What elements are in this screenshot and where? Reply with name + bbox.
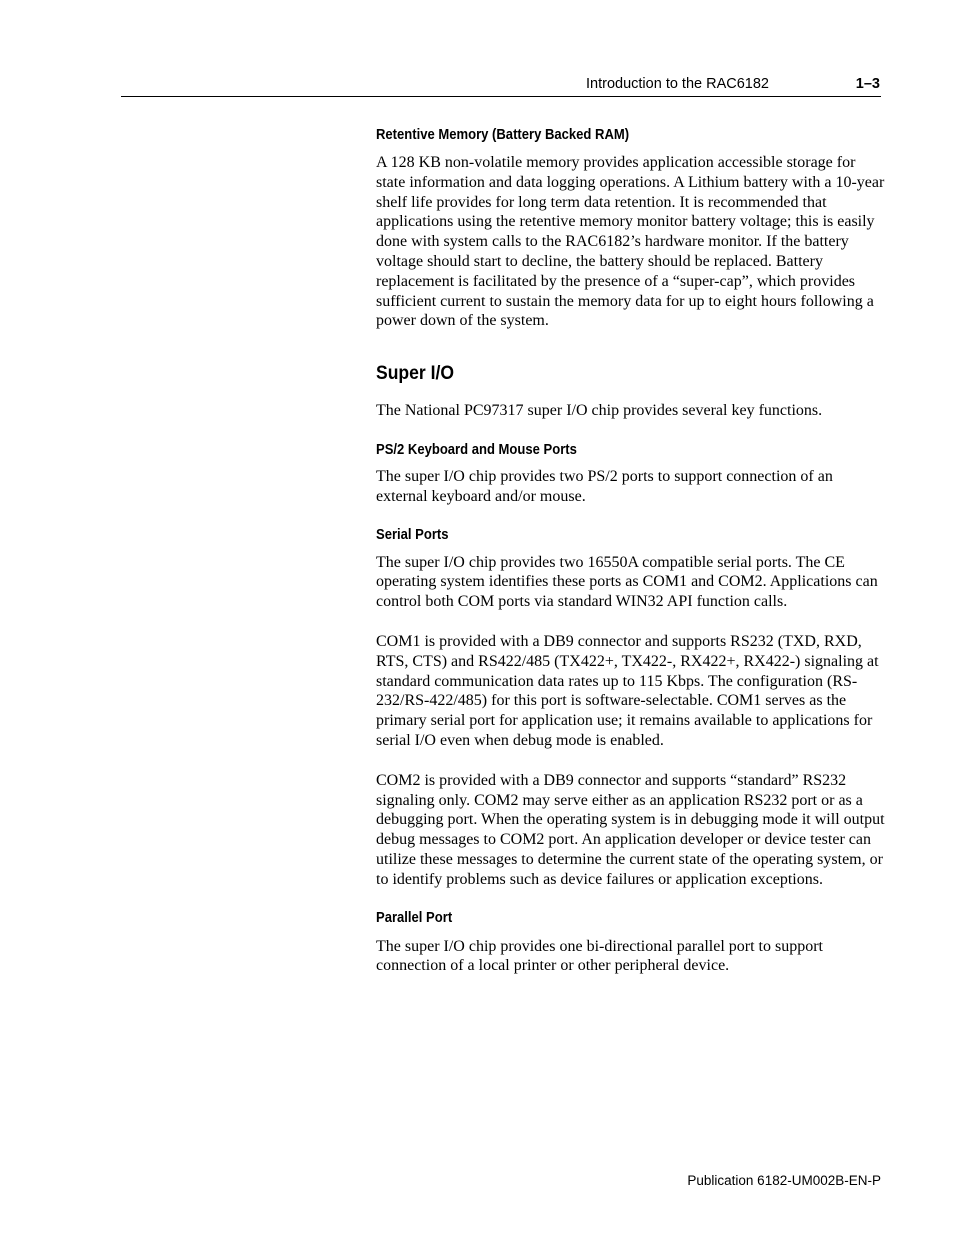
heading-super-io: Super I/O [376,362,455,385]
heading-ps2-ports: PS/2 Keyboard and Mouse Ports [376,441,577,458]
paragraph-retentive-memory: A 128 KB non-volatile memory provides application accessible storage for state information and data logging operations. A Lithium battery with a 10-year shelf life provides for long term data retention. It is recommended that applications using the retentive memory monitor battery voltage; this is easily done with system calls to the RAC6182’s hardware monitor. If the battery voltage should start to decline, the battery should be replaced. Battery replacement is facilitated by the presence of a “super-cap”, which provides sufficient current to sustain the memory data for up to eight hours following a power down of the system. [376,154,885,330]
header-title: Introduction to the RAC6182 [586,76,769,92]
paragraph-serial-ports-1: The super I/O chip provides two 16550A compatible serial ports. The CE operating system identifies these ports as COM1 and COM2. Applications can control both COM ports via standard WIN32 API function calls. [376,553,878,611]
paragraph-serial-ports-3: COM2 is provided with a DB9 connector and supports “standard” RS232 signaling only. COM2 may serve either as an application RS232 port or as a debugging port. When the operating system is in debugging mode it will output debug messages to COM2 port. An application developer or device tester can utilize these messages to determine the current state of the operating system, or to identify problems such as device failures or application exceptions. [376,771,885,888]
heading-serial-ports: Serial Ports [376,526,449,543]
heading-retentive-memory: Retentive Memory (Battery Backed RAM) [376,127,630,143]
page-header [121,76,881,96]
page-footer: Publication 6182-UM002B-EN-P [687,1173,881,1188]
page-number: 1–3 [855,76,880,92]
main-content [376,125,886,976]
paragraph-serial-ports-2: COM1 is provided with a DB9 connector and supports RS232 (TXD, RXD, RTS, CTS) and RS422/485 (TX422+, TX422-, RX422+, RX422-) signaling at standard communication data rates up to 115 Kbps. The configuration (RS-232/RS-422/485) for this port is software-selectable. COM1 serves as the primary serial port for application use; it remains available to applications for serial I/O even when debug mode is enabled. [376,632,879,749]
header-rule [121,96,881,97]
paragraph-parallel-port: The super I/O chip provides one bi-directional parallel port to support connection of a local printer or other peripheral device. [376,937,823,975]
heading-parallel-port: Parallel Port [376,909,453,926]
paragraph-super-io: The National PC97317 super I/O chip provides several key functions. [376,402,823,420]
paragraph-ps2-ports: The super I/O chip provides two PS/2 ports to support connection of an external keyboard and/or mouse. [376,467,833,505]
